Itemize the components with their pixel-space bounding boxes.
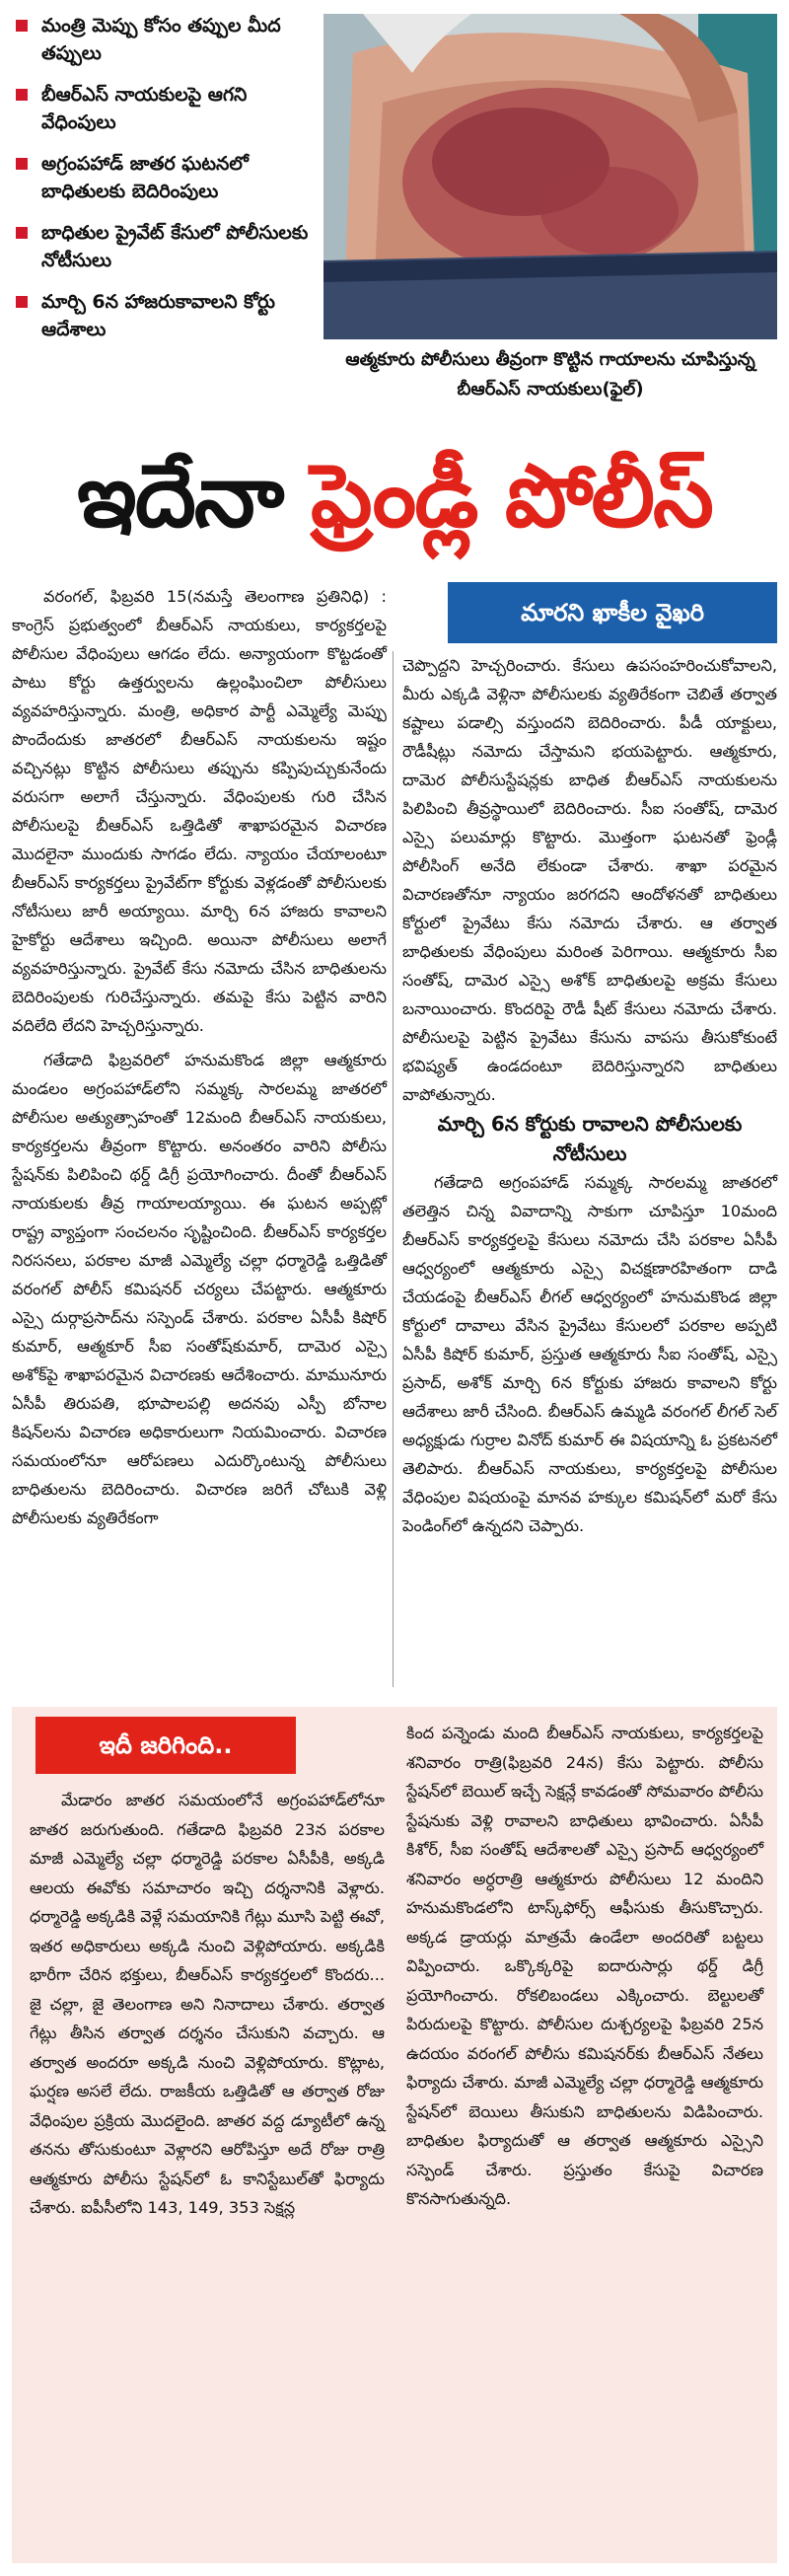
bullet-item bbox=[12, 150, 318, 205]
section-box-title: మారని ఖాకీల వైఖరి bbox=[448, 582, 777, 643]
paragraph: చెప్పొద్దని హెచ్చరించారు. కేసులు ఉపసంహరించుకోవాలని, మీరు ఎక్కడి వెళ్లినా పోలీసులకు వ్యతిరేకంగా చెబితే తర్వాత కష్టాలు పడాల్సి వస్తుందని బెదిరించారు. పీడీ యాక్టులు, రౌడీషీట్లు నమోదు చేస్తామని భయపెట్టారు. ఆత్మకూరు, దామెర పోలీసుస్టేషన్లకు బాధిత బీఆర్ఎస్ నాయకులను పిలిపించి తీవ్రస్థాయిలో బెదిరించారు. సీఐ సంతోష్, దామెర ఎస్సై పలుమార్లు కొట్టారు. మొత్తంగా ఘటనతో ఫ్రెండ్లీ పోలీసింగ్ అనేది లేకుండా చేశారు. శాఖా పరమైన విచారణతోనూ న్యాయం జరగదని ఆందోళనతో బాధితులు కోర్టులో ప్రైవేటు కేసు నమోదు చేశారు. ఆ తర్వాత బాధితులకు వేధింపులు మరింత పెరిగాయి. ఆత్మకూరు సీఐ సంతోష్, దామెర ఎస్సై అశోక్ బాధితులపై అక్రమ కేసులు బనాయించారు. కొందరిపై రౌడీ షీట్ కేసులు నమోదు చేశారు. పోలీసులపై పెట్టిన ప్రైవేటు కేసును వాపసు తీసుకోకుంటే భవిష్యత్ ఉండదంటూ బెదిరిస్తున్నారని బాధితులు వాపోతున్నారు. bbox=[402, 656, 777, 1104]
bullet-text: మార్చి 6న హాజరుకావాలని కోర్టు ఆదేశాలు bbox=[41, 291, 275, 340]
injury-photo-illustration bbox=[323, 14, 777, 339]
bullet-item bbox=[12, 219, 318, 274]
sidebar-box-title: ఇదీ జరిగింది.. bbox=[36, 1717, 296, 1774]
headline bbox=[0, 442, 789, 551]
photo-caption: ఆత్మకూరు పోలీసులు తీవ్రంగా కొట్టిన గాయాలను చూపిస్తున్న బీఆర్ఎస్ నాయకులు(ఫైల్) bbox=[345, 349, 755, 400]
bullet-item bbox=[12, 288, 318, 343]
column-divider bbox=[393, 651, 394, 1687]
subheading: మార్చి 6న కోర్టుకు రావాలని పోలీసులకు నోటీసులు bbox=[437, 1112, 743, 1165]
bullet-square-icon bbox=[16, 158, 28, 170]
bullet-square-icon bbox=[16, 89, 28, 101]
headline-part2: ఫ్రెండ్లీ పోలీస్ bbox=[311, 445, 712, 547]
bullet-text: బాధితుల ప్రైవేట్ కేసులో పోలీసులకు నోటీసులు bbox=[41, 222, 309, 271]
sidebar-column-2 bbox=[406, 1719, 763, 2214]
paragraph: మేడారం జాతర సమయంలోనే అగ్రంపహాడ్‌లోనూ జాతర జరుగుతుంది. గతేడాది ఫిబ్రవరి 23న పరకాల మాజీ ఎమ్మెల్యే చల్లా ధర్మారెడ్డి పరకాల ఏసీపీకి, అక్కడి ఆలయ ఈవోకు సమాచారం ఇచ్చి దర్శనానికి వెళ్లారు. ధర్మారెడ్డి అక్కడికి వెళ్లే సమయానికి గేట్లు మూసి పెట్టి ఈవో, ఇతర అధికారులు అక్కడి నుంచి వెళ్లిపోయారు. అక్కడికి భారీగా చేరిన భక్తులు, బీఆర్ఎస్ కార్యకర్తలలో కొందరు... జై చల్లా, జై తెలంగాణ అని నినాదాలు చేశారు. తర్వాత గేట్లు తీసిన తర్వాత దర్శనం చేసుకుని వచ్చారు. ఆ తర్వాత అందరూ అక్కడి నుంచి వెళ్లిపోయారు. కొట్లాట, ఘర్షణ అసలే లేదు. రాజకీయ ఒత్తిడితో ఆ తర్వాత రోజు వేధింపుల ప్రక్రియ మొదలైంది. జాతర వద్ద డ్యూటీలో ఉన్న తనను తోసుకుంటూ వెళ్లారని ఆరోపిస్తూ అదే రోజు రాత్రి ఆత్మకూరు పోలీసు స్టేషన్‌లో ఓ కానిస్టేబుల్‌తో ఫిర్యాదు చేశారు. ఐపీసీలోని 143, 149, 353 సెక్షన్ల bbox=[30, 1791, 385, 2217]
article-column-2 bbox=[402, 651, 777, 1540]
paragraph: గతేడాది అగ్రంపహాడ్ సమ్మక్క సారలమ్మ జాతరలో తలెత్తిన చిన్న వివాదాన్ని సాకుగా చూపిస్తూ 10మంది బీఆర్ఎస్ కార్యకర్తలపై కేసులు నమోదు చేసి పరకాల ఏసీపీ ఆధ్వర్యంలో ఆత్మకూరు ఎస్సై విచక్షణారహితంగా దాడి చేయడంపై బీఆర్ఎస్ లీగల్ ఆధ్వర్యంలో హనుమకొండ జిల్లా కోర్టులో దావాలు వేసిన ప్రైవేటు కేసులలో పరకాల అప్పటి ఏసీపీ కిషోర్ కుమార్, ప్రస్తుత ఆత్మకూరు సీఐ సంతోష్, ఎస్సై ప్రసాద్, అశోక్ మార్చి 6న కోర్టుకు హాజరు కావాలని కోర్టు ఆదేశాలు జారీ చేసింది. బీఆర్ఎస్ ఉమ్మడి వరంగల్ లీగల్ సెల్ అధ్యక్షుడు గుర్రాల వినోద్ కుమార్ ఈ విషయాన్ని ఓ ప్రకటనలో తెలిపారు. బీఆర్ఎస్ నాయకులు, కార్యకర్తలపై పోలీసుల వేధింపుల విషయంపై మానవ హక్కుల కమిషన్‌లో మరో కేసు పెండింగ్‌లో ఉన్నదని చెప్పారు. bbox=[402, 1173, 777, 1535]
article-column-1 bbox=[12, 582, 387, 1532]
highlight-bullets bbox=[12, 12, 318, 357]
top-section bbox=[0, 0, 789, 434]
headline-part1: ఇదేనా bbox=[77, 445, 283, 547]
bullet-text: అగ్రంపహాడ్ జాతర ఘటనలో బాధితులకు బెదిరింపులు bbox=[41, 153, 249, 202]
bullet-text: బీఆర్ఎస్ నాయకులపై ఆగని వేధింపులు bbox=[41, 84, 248, 133]
paragraph: గతేడాది ఫిబ్రవరిలో హనుమకొండ జిల్లా ఆత్మకూరు మండలం అగ్రంపహాడ్‌లోని సమ్మక్క సారలమ్మ జాతరలో పోలీసుల అత్యుత్సాహంతో 12మంది బీఆర్ఎస్ నాయకులు, కార్యకర్తలను తీవ్రంగా కొట్టారు. అనంతరం వారిని పోలీసు స్టేషన్‌కు పిలిపించి థర్డ్ డిగ్రీ ప్రయోగించారు. దీంతో బీఆర్ఎస్ నాయకులకు తీవ్ర గాయాలయ్యాయి. ఈ ఘటన అప్పట్లో రాష్ట్ర వ్యాప్తంగా సంచలనం సృష్టించింది. బీఆర్ఎస్ కార్యకర్తల నిరసనలు, పరకాల మాజీ ఎమ్మెల్యే చల్లా ధర్మారెడ్డి ఒత్తిడితో వరంగల్ పోలీస్ కమిషనర్ చర్యలు చేపట్టారు. ఆత్మకూరు ఎస్సై దుర్గాప్రసాద్‌ను సస్పెండ్ చేశారు. పరకాల ఏసీపీ కిషోర్ కుమార్, ఆత్మకూర్ సీఐ సంతోష్‌కుమార్, దామెర ఎస్సై అశోక్‌పై శాఖాపరమైన విచారణకు ఆదేశించారు. మామునూరు ఏసీపీ తిరుపతి, భూపాలపల్లి అదనపు ఎస్పీ బోనాల కిషన్‌లను విచారణ అధికారులుగా నియమించారు. విచారణ సమయంలోనూ ఆరోపణలు ఎదుర్కొంటున్న పోలీసులు బాధితులను బెదిరించారు. విచారణ జరిగే చోటుకి వెళ్లి పోలీసులకు వ్యతిరేకంగా bbox=[12, 1051, 387, 1527]
bullet-square-icon bbox=[16, 20, 28, 32]
paragraph: వరంగల్, ఫిబ్రవరి 15(నమస్తే తెలంగాణ ప్రతినిధి) : కాంగ్రెస్ ప్రభుత్వంలో బీఆర్ఎస్ నాయకులు, కార్యకర్తలపై పోలీసుల వేధింపులు ఆగడం లేదు. అన్యాయంగా కొట్టడంతో పాటు కోర్టు ఉత్తర్వులను ఉల్లంఘించిలా పోలీసులు వ్యవహరిస్తున్నారు. మంత్రి, అధికార పార్టీ ఎమ్మెల్యే మెప్పు పొందేందుకు జాతరలో బీఆర్ఎస్ నాయకులను ఇష్టం వచ్చినట్లు కొట్టిన పోలీసులు తప్పును కప్పిపుచ్చుకునేందు వరుసగా అలాగే చేస్తున్నారు. వేధింపులకు గురి చేసిన పోలీసులపై బీఆర్ఎస్ ఒత్తిడితో శాఖాపరమైన విచారణ మొదలైనా ముందుకు సాగడం లేదు. న్యాయం చేయాలంటూ బీఆర్ఎస్ కార్యకర్తలు ప్రైవేట్‌గా కోర్టుకు వెళ్లడంతో పోలీసులకు నోటీసులు జారీ అయ్యాయి. మార్చి 6న హాజరు కావాలని హైకోర్టు ఆదేశాలు ఇచ్చింది. అయినా పోలీసులు అలాగే వ్యవహరిస్తున్నారు. ప్రైవేట్ కేసు నమోదు చేసిన బాధితులను బెదిరింపులకు గురిచేస్తున్నారు. తమపై కేసు పెట్టిన వారిని వదిలేది లేదని హెచ్చరిస్తున్నారు. bbox=[12, 587, 387, 1035]
paragraph: కింద పన్నెండు మంది బీఆర్ఎస్ నాయకులు, కార్యకర్తలపై శనివారం రాత్రి(ఫిబ్రవరి 24న) కేసు పెట్టారు. పోలీసు స్టేషన్‌లో బెయిల్ ఇచ్చే సెక్షన్లే కావడంతో సోమవారం పోలీసు స్టేషనుకు వెళ్లి రావాలని బాధితులు భావించారు. ఏసీపీ కిశోర్, సీఐ సంతోష్ ఆదేశాలతో ఎస్సై ప్రసాద్ ఆధ్వర్యంలో శనివారం అర్ధరాత్రి ఆత్మకూరు పోలీసులు 12 మందిని హనుమకొండలోని టాస్క్‌ఫోర్స్ ఆఫీసుకు తీసుకొచ్చారు. అక్కడ డ్రాయర్లు మాత్రమే ఉండేలా అందరితో బట్టలు విప్పించారు. ఒక్కొక్కరిపై ఐదారుసార్లు థర్డ్ డిగ్రీ ప్రయోగించారు. రోకలిబండలు ఎక్కించారు. బెల్టులతో పిరుదులపై కొట్టారు. పోలీసుల దుశ్చర్యలపై ఫిబ్రవరి 25న ఉదయం వరంగల్ పోలీసు కమిషనర్‌కు బీఆర్ఎస్ నేతలు ఫిర్యాదు చేశారు. మాజీ ఎమ్మెల్యే చల్లా ధర్మారెడ్డి ఆత్మకూరు స్టేషన్‌లో బెయిలు తీసుకుని బాధితులను విడిపించారు. బాధితుల ఫిర్యాదుతో ఆ తర్వాత ఆత్మకూరు ఎస్సైని సస్పెండ్ చేశారు. ప్రస్తుతం కేసుపై విచారణ కొనసాగుతున్నది. bbox=[406, 1724, 763, 2208]
sidebar-column-1 bbox=[30, 1786, 385, 2223]
bullet-square-icon bbox=[16, 296, 28, 308]
bullet-item bbox=[12, 12, 318, 67]
bullet-square-icon bbox=[16, 227, 28, 239]
injury-photo bbox=[323, 14, 777, 339]
bullet-text: మంత్రి మెప్పు కోసం తప్పుల మీద తప్పులు bbox=[41, 15, 281, 64]
bullet-item bbox=[12, 81, 318, 136]
